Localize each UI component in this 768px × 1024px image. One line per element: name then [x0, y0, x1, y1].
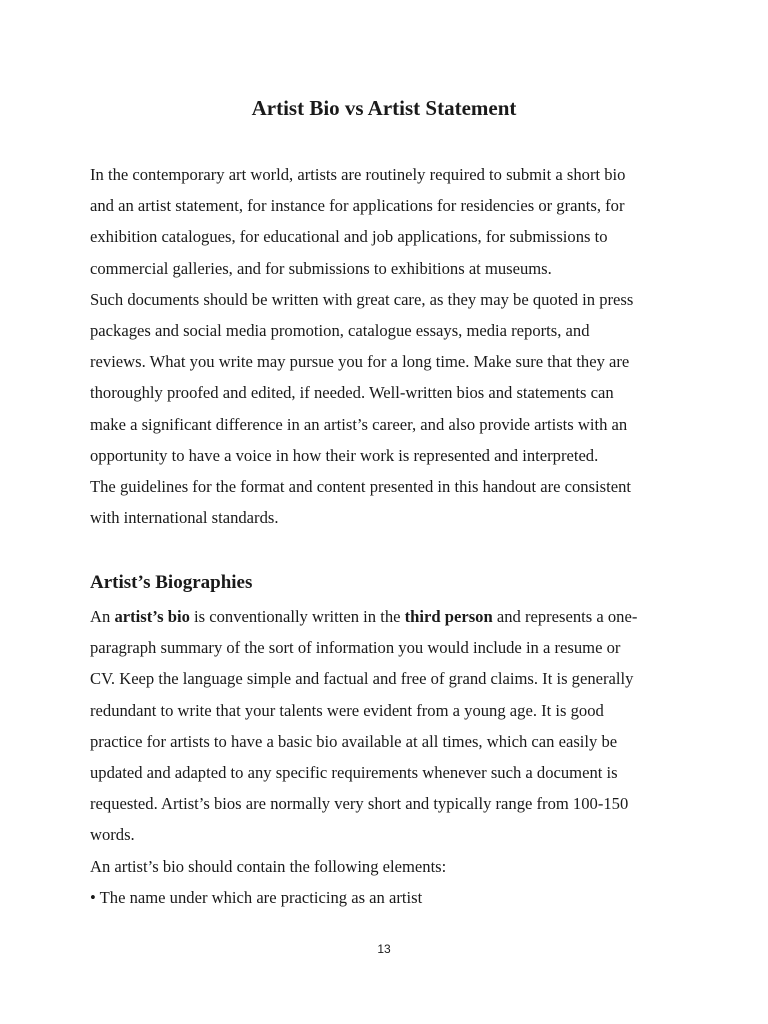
- text-line: words.: [90, 825, 135, 845]
- section-heading: Artist’s Biographies: [90, 572, 253, 593]
- text-line: paragraph summary of the sort of information you would include in a resume or: [90, 638, 621, 658]
- text-line: with international standards.: [90, 508, 279, 528]
- text-line: thoroughly proofed and edited, if needed. Well-written bios and statements can: [90, 383, 614, 403]
- text-line: requested. Artist’s bios are normally very short and typically range from 100-150: [90, 794, 629, 814]
- text-run: An: [90, 607, 115, 626]
- text-line: An artist’s bio should contain the following elements:: [90, 856, 447, 876]
- bio-paragraph: [90, 601, 690, 913]
- text-line: CV. Keep the language simple and factual and free of grand claims. It is generally: [90, 669, 634, 689]
- text-line: opportunity to have a voice in how their work is represented and interpreted.: [90, 445, 599, 465]
- text-line: and an artist statement, for instance for applications for residencies or grants, for: [90, 196, 625, 216]
- page-number: 13: [377, 942, 391, 956]
- text-line: reviews. What you write may pursue you for a long time. Make sure that they are: [90, 352, 630, 372]
- text-line: commercial galleries, and for submissions to exhibitions at museums.: [90, 258, 552, 278]
- intro-paragraph: [90, 159, 690, 533]
- text-line: make a significant difference in an artist’s career, and also provide artists with an: [90, 414, 628, 434]
- bold-term: artist’s bio: [114, 607, 190, 626]
- bold-term: third person: [404, 607, 493, 626]
- text-run: and represents a one-: [492, 607, 638, 626]
- text-line: [90, 601, 690, 632]
- bullet-item: • The name under which are practicing as an artist: [90, 887, 423, 907]
- text-line: packages and social media promotion, catalogue essays, media reports, and: [90, 321, 590, 341]
- text-line: Such documents should be written with great care, as they may be quoted in press: [90, 289, 634, 309]
- text-line: exhibition catalogues, for educational and job applications, for submissions to: [90, 227, 608, 247]
- text-line: updated and adapted to any specific requirements whenever such a document is: [90, 763, 618, 783]
- page-title: Artist Bio vs Artist Statement: [251, 96, 517, 120]
- text-line: practice for artists to have a basic bio available at all times, which can easily be: [90, 731, 618, 751]
- text-line: In the contemporary art world, artists are routinely required to submit a short bio: [90, 165, 626, 184]
- text-line: The guidelines for the format and content presented in this handout are consistent: [90, 477, 631, 497]
- text-line: redundant to write that your talents were evident from a young age. It is good: [90, 700, 604, 720]
- text-run: is conventionally written in the: [189, 607, 405, 626]
